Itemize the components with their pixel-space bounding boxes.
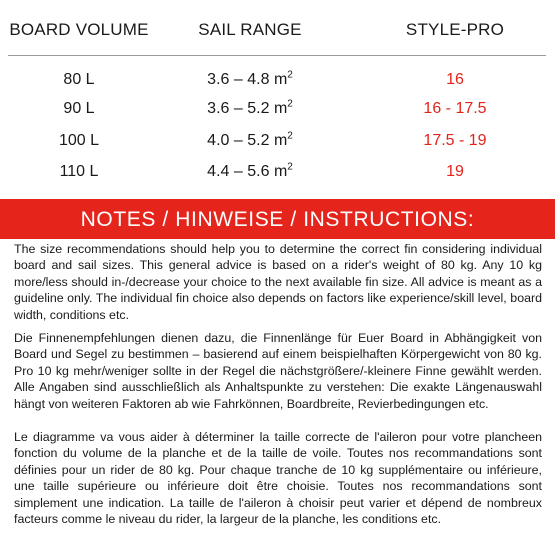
header-style-pro: STYLE-PRO	[405, 20, 505, 39]
notes-title: NOTES / HINWEISE / INSTRUCTIONS:	[80, 208, 475, 231]
header-sail-range: SAIL RANGE	[198, 20, 302, 39]
sail-range-cell: 3.6 – 5.2 $m^2$	[207, 98, 293, 117]
board-volume-cell: 80 L	[63, 71, 95, 88]
notes-banner	[0, 199, 555, 239]
board-volume-cell: 110 L	[59, 163, 99, 180]
header-board-volume: BOARD VOLUME	[9, 20, 149, 39]
header-divider	[8, 55, 546, 56]
sail-range-cell: 4.4 – 5.6 $m^2$	[207, 161, 293, 180]
notes-french: Le diagramme va vous aider à déterminer la taille correcte de l'aileron pour votre plancheen fonction du volume de la planche et de la taille de voile. Toutes nos recommandations sont définies pour un rider de 80 kg. Pour chaque tranche de 10 kg supplémentaire ou inférieure, une taille supérieure ou inférieure doit être choisie. Toutes nos recommandations sont simplement une indication. La taille de l'aileron à choisir peut varier et dépend de nombreux facteurs comme le niveau du rider, la largeur de la planche, les conditions etc.	[14, 430, 542, 527]
sail-range-cell: 3.6 – 4.8 $m^2$	[207, 69, 293, 88]
sail-range-cell: 4.0 – 5.2 $m^2$	[207, 130, 293, 149]
fin-size-cell: 16	[446, 71, 464, 88]
fin-size-cell: 16 - 17.5	[423, 100, 487, 117]
fin-size-cell: 17.5 - 19	[423, 132, 487, 149]
table-row	[0, 100, 555, 124]
fin-size-cell: 19	[446, 163, 464, 180]
table-row	[0, 71, 555, 95]
table-row	[0, 163, 555, 187]
notes-english: The size recommendations should help you to determine the correct fin considering individual board and sail sizes. This general advice is based on a rider's weight of 80 kg. Any 10 kg more/less should in-/decrease your choice to the next available fin size. All advice is meant as a guideline only. The individual fin choice also depends on factors like experience/skill level, board width, conditions etc.	[14, 242, 542, 322]
table-row	[0, 132, 555, 156]
board-volume-cell: 100 L	[58, 132, 100, 149]
board-volume-cell: 90 L	[63, 100, 95, 117]
notes-german: Die Finnenempfehlungen dienen dazu, die Finnenlänge für Euer Board in Abhängigkeit von Board und Segel zu bestimmen – basierend auf einem beispielhaften Körpergewicht von 80 kg. Pro 10 kg mehr/weniger sollte in der Regel die nächstgrößere/-kleinere Finne gewählt werden. Alle Angaben sind ausschließlich als Anhaltspunkte zu verstehen: Die exakte Längenauswahl hängt von weiteren Faktoren ab wie Fahrkönnen, Boardbreite, Revierbedingungen etc.	[14, 331, 542, 411]
